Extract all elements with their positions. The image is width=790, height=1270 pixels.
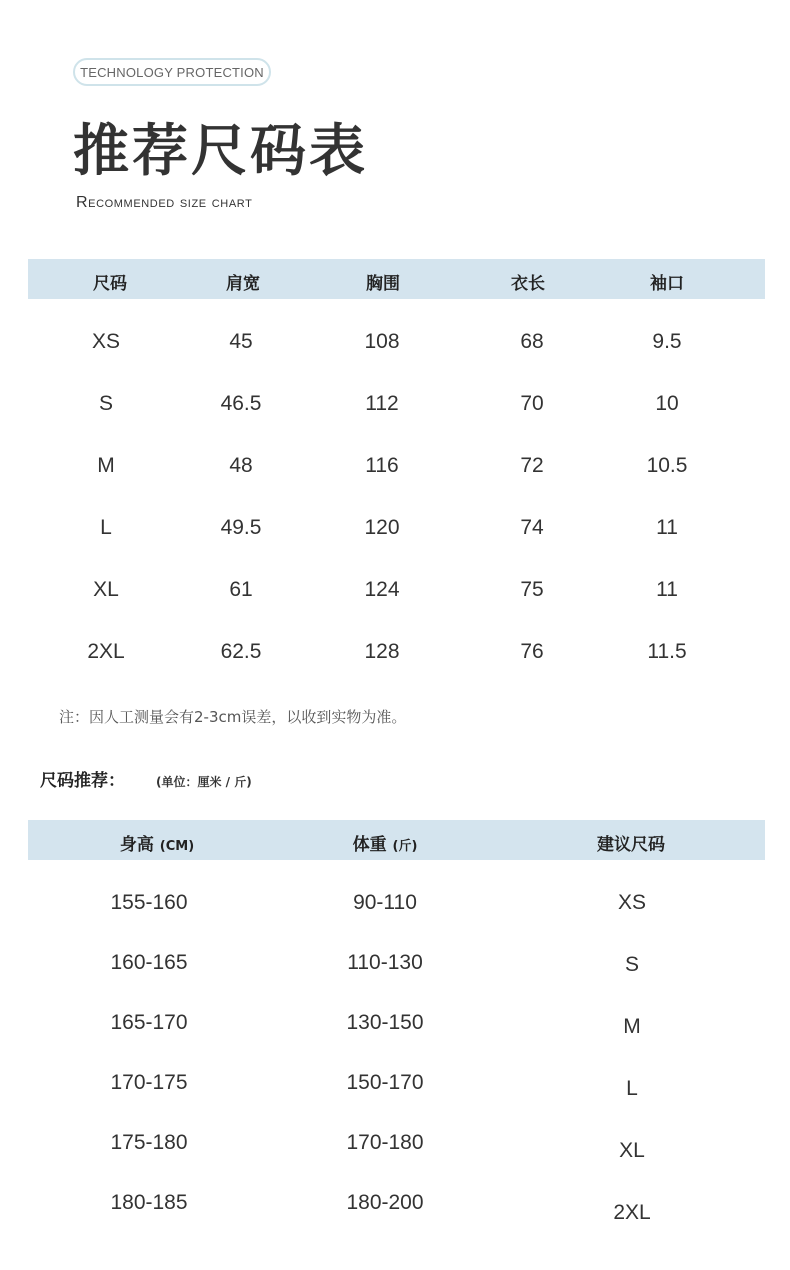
size-table-cell: 2XL <box>87 640 125 663</box>
page-title: 推荐尺码表 <box>73 119 368 184</box>
recommend-header-cell-weight <box>353 830 418 855</box>
recommend-header-label: 体重 <box>352 835 387 855</box>
size-table-cell: 128 <box>364 640 400 663</box>
size-table-cell: 75 <box>520 578 544 601</box>
size-table-cell: 68 <box>520 330 544 353</box>
recommend-table-cell: 155-160 <box>110 891 188 914</box>
size-table-cell: 11.5 <box>647 640 687 663</box>
recommend-table-cell: 110-130 <box>347 951 423 974</box>
recommend-table-cell: 165-170 <box>110 1011 188 1034</box>
recommend-table-cell: 180-200 <box>346 1191 424 1214</box>
recommend-unit: (单位：厘米 / 斤) <box>156 775 252 789</box>
size-table-header-cell: 衣长 <box>511 274 545 294</box>
recommend-table-cell: XS <box>617 891 647 914</box>
recommend-table-cell: 175-180 <box>110 1131 188 1154</box>
recommend-table-cell: 180-185 <box>110 1191 188 1214</box>
recommend-header-cell-height <box>120 830 194 855</box>
recommend-table-cell: L <box>626 1077 638 1100</box>
size-table-header-cell: 肩宽 <box>226 274 260 294</box>
technology-protection-badge: TECHNOLOGY PROTECTION <box>73 58 271 86</box>
recommend-table-cell: 90-110 <box>353 891 417 914</box>
size-table-cell: 11 <box>656 516 678 539</box>
size-table-cell: 112 <box>365 392 399 415</box>
size-table-cell: 116 <box>365 454 399 477</box>
size-table-cell: 124 <box>364 578 400 601</box>
size-table-cell: M <box>97 454 115 477</box>
size-table-cell: 72 <box>520 454 544 477</box>
recommend-header-label: 身高 <box>119 835 154 855</box>
size-table-cell: 108 <box>364 330 400 353</box>
size-table-cell: 48 <box>229 454 253 477</box>
recommend-table-cell: S <box>624 953 640 976</box>
size-table-cell: 11 <box>656 578 678 601</box>
size-table-header-cell: 尺码 <box>93 274 127 294</box>
size-table-header <box>28 259 765 299</box>
recommend-table-cell: 2XL <box>613 1201 651 1224</box>
size-table-cell: 76 <box>520 640 544 663</box>
size-table-cell: 46.5 <box>220 392 262 415</box>
size-table-cell: 120 <box>364 516 400 539</box>
recommend-header-label: 建议尺码 <box>597 835 665 855</box>
recommend-header-cell-size <box>597 830 665 855</box>
recommend-table-cell: 170-175 <box>110 1071 188 1094</box>
size-table-header-cell: 胸围 <box>366 274 400 294</box>
recommend-table-cell: XL <box>619 1139 645 1162</box>
size-table-cell: 62.5 <box>220 640 262 663</box>
size-table-cell: 9.5 <box>652 330 682 353</box>
recommend-table-cell: M <box>623 1015 641 1038</box>
recommend-title: 尺码推荐： <box>40 771 125 791</box>
recommend-header-unit: (CM) <box>159 839 195 854</box>
size-table-cell: 61 <box>229 578 253 601</box>
size-table-cell: 74 <box>520 516 544 539</box>
recommend-table-header <box>28 820 765 860</box>
recommend-table-cell: 130-150 <box>346 1011 424 1034</box>
measurement-note: 注：因人工测量会有2-3cm误差，以收到实物为准。 <box>59 708 407 726</box>
size-table-cell: S <box>98 392 114 415</box>
page-subtitle: Recommended size chart <box>76 194 253 211</box>
recommend-table-cell: 170-180 <box>346 1131 424 1154</box>
recommend-table-cell: 150-170 <box>346 1071 424 1094</box>
size-table-header-cell: 袖口 <box>650 274 684 294</box>
recommend-header-unit: (斤) <box>392 839 418 854</box>
size-table-cell: XL <box>93 578 119 601</box>
size-table-cell: L <box>100 516 112 539</box>
size-table-cell: 10.5 <box>646 454 688 477</box>
size-table-cell: 70 <box>520 392 544 415</box>
size-table-cell: 45 <box>229 330 253 353</box>
size-table-cell: 49.5 <box>220 516 262 539</box>
size-table-cell: 10 <box>655 392 679 415</box>
recommend-table-cell: 160-165 <box>110 951 188 974</box>
size-table-cell: XS <box>91 330 121 353</box>
